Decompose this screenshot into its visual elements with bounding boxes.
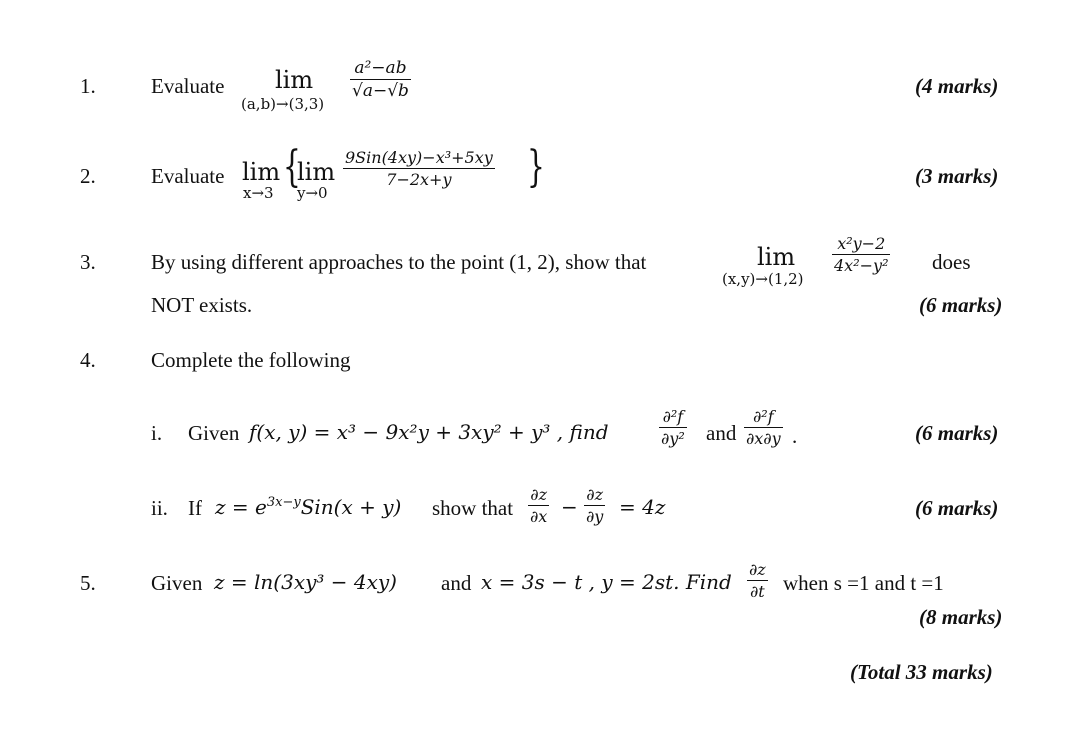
question-number: 4. bbox=[80, 348, 96, 372]
and-text: and bbox=[706, 421, 737, 445]
limit-fraction bbox=[350, 58, 411, 101]
part-marks: (6 marks) bbox=[915, 496, 999, 520]
fraction-denominator: 4x²−y² bbox=[834, 256, 889, 276]
fraction-denominator: ∂y² bbox=[661, 429, 685, 449]
fraction-numerator: ∂z bbox=[749, 560, 766, 579]
limit-fraction bbox=[832, 234, 890, 275]
question-marks: (6 marks) bbox=[919, 293, 1003, 317]
left-brace: { bbox=[283, 140, 301, 193]
fraction-numerator: ∂²f bbox=[753, 407, 774, 426]
fraction-numerator: x²y−2 bbox=[837, 234, 886, 253]
inner-limit-subscript: y→0 bbox=[297, 184, 328, 202]
question-number: 3. bbox=[80, 250, 96, 274]
derivative-fraction-1 bbox=[659, 407, 687, 448]
part-marks: (6 marks) bbox=[915, 421, 999, 445]
z-expression bbox=[215, 495, 401, 519]
limit-fraction bbox=[343, 148, 495, 189]
part-label: ii. bbox=[151, 496, 168, 520]
function-expression: f(x, y) = x³ − 9x²y + 3xy² + y³ , find bbox=[249, 420, 609, 444]
show-that-text: show that bbox=[432, 496, 514, 520]
minus-sign: − bbox=[561, 495, 578, 519]
z-expression-base: z = e bbox=[215, 495, 267, 519]
when-text: when s =1 and t =1 bbox=[783, 571, 944, 595]
question-text-line2: NOT exists. bbox=[151, 293, 253, 317]
fraction-numerator: ∂z bbox=[586, 485, 603, 504]
inner-limit-operator: lim bbox=[297, 158, 336, 186]
limit-operator: lim bbox=[757, 243, 796, 271]
and-text: and bbox=[441, 571, 472, 595]
z-expression-sin: Sin(x + y) bbox=[300, 495, 402, 519]
outer-limit-operator: lim bbox=[242, 158, 281, 186]
question-intro: Evaluate bbox=[151, 74, 225, 98]
question-text: By using different approaches to the point (1, 2), show that bbox=[151, 250, 647, 274]
xy-substitution: x = 3s − t , y = 2st. Find bbox=[481, 570, 732, 594]
question-given: Given bbox=[151, 571, 203, 595]
question-number: 5. bbox=[80, 571, 96, 595]
question-number: 2. bbox=[80, 164, 96, 188]
part-if: If bbox=[188, 496, 202, 520]
fraction-numerator: ∂z bbox=[530, 485, 547, 504]
part-given: Given bbox=[188, 421, 240, 445]
question-marks: (8 marks) bbox=[919, 605, 1003, 629]
fraction-numerator: a²−ab bbox=[354, 58, 407, 78]
derivative-fraction-2 bbox=[744, 407, 783, 448]
question-marks: (3 marks) bbox=[915, 164, 999, 188]
partial-z-x bbox=[528, 485, 549, 526]
fraction-numerator: ∂²f bbox=[662, 407, 684, 426]
outer-limit-subscript: x→3 bbox=[243, 184, 274, 202]
limit-subscript: (x,y)→(1,2) bbox=[722, 270, 804, 288]
fraction-numerator: 9Sin(4xy)−x³+5xy bbox=[345, 148, 493, 167]
question-intro: Evaluate bbox=[151, 164, 225, 188]
fraction-denominator: ∂t bbox=[750, 582, 765, 602]
limit-subscript: (a,b)→(3,3) bbox=[241, 95, 325, 113]
fraction-denominator: ∂x∂y bbox=[746, 429, 781, 449]
right-brace: } bbox=[527, 140, 545, 193]
period: . bbox=[792, 424, 798, 448]
z-log-expression: z = ln(3xy³ − 4xy) bbox=[214, 570, 397, 594]
question-text: Complete the following bbox=[151, 348, 351, 372]
question-marks: (4 marks) bbox=[915, 74, 999, 98]
partial-z-t bbox=[747, 560, 768, 601]
question-number: 1. bbox=[80, 74, 96, 98]
question-text-tail: does bbox=[932, 250, 971, 274]
fraction-denominator: √a−√b bbox=[352, 81, 409, 102]
partial-z-y bbox=[584, 485, 605, 526]
fraction-denominator: ∂x bbox=[530, 507, 548, 527]
limit-operator: lim bbox=[275, 66, 314, 94]
result-expression: = 4z bbox=[619, 495, 666, 519]
part-label: i. bbox=[151, 421, 163, 445]
fraction-denominator: 7−2x+y bbox=[386, 170, 452, 190]
fraction-denominator: ∂y bbox=[586, 507, 604, 527]
total-marks: (Total 33 marks) bbox=[850, 660, 993, 684]
z-exponent: 3x−y bbox=[266, 495, 301, 511]
